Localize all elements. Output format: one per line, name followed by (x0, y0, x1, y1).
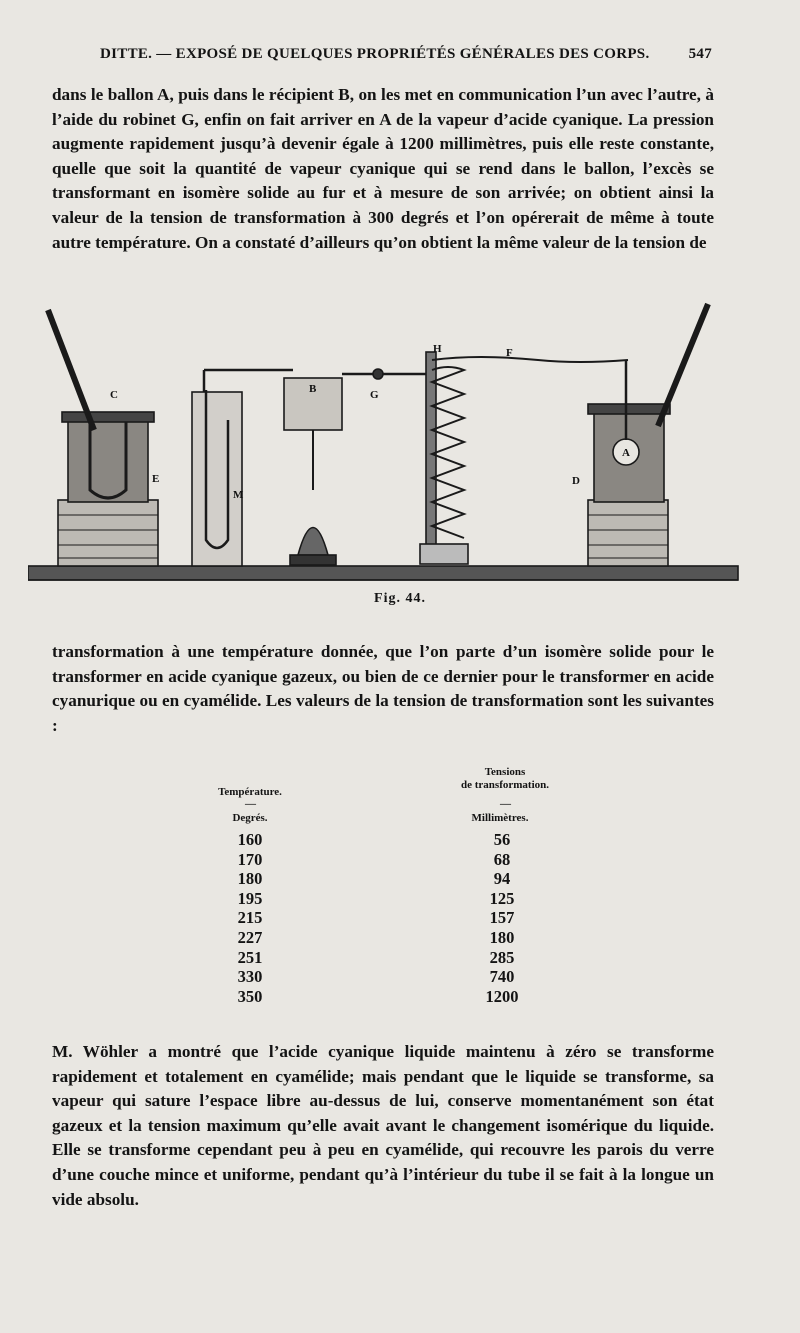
table-cell-temp: 227 (237, 927, 263, 947)
table-cell-tension: 1200 (485, 986, 519, 1006)
label-m: M (233, 489, 244, 501)
apparatus-figure (28, 300, 740, 590)
table-cell-tension: 125 (489, 888, 515, 908)
left-bath (68, 418, 148, 502)
figure-caption: Fig. 44. (374, 591, 426, 606)
table-cell-tension: 94 (493, 869, 511, 889)
base-plank (28, 566, 738, 580)
table-cell-temp: 195 (237, 888, 263, 908)
tension-column (466, 830, 538, 1006)
table-cell-tension: 56 (493, 830, 511, 849)
label-e: E (152, 473, 160, 485)
label-f: F (506, 347, 513, 359)
header-tension-line-2: de transformation. (461, 779, 549, 791)
table-cell-tension: 285 (489, 947, 515, 967)
left-furnace-bricks (58, 500, 158, 566)
table-cell-temp: 215 (237, 908, 263, 928)
table-cell-tension: 157 (489, 908, 515, 928)
table-cell-tension: 68 (493, 849, 511, 869)
temperature-column (220, 830, 280, 1006)
table-cell-temp: 330 (237, 967, 263, 987)
right-rod (658, 304, 708, 426)
paragraph-2: transformation à une température donnée, que l’on parte d’un isomère solide pour le transformer en acide cyanique gazeux, ou bien de ce dernier pour le transformer en acide cyanurique ou en cyamélide. Les valeurs de la tension de transformation sont les suivantes : (52, 642, 714, 735)
dash-tension: — (500, 798, 511, 810)
dash-temperature: — (245, 798, 256, 810)
label-a: A (622, 447, 630, 459)
page-number: 547 (688, 46, 712, 62)
unit-temperature: Degrés. (232, 812, 268, 824)
label-d: D (572, 475, 580, 487)
table-cell-tension: 180 (489, 927, 515, 947)
table-cell-temp: 160 (237, 830, 263, 849)
label-g: G (370, 389, 379, 401)
label-h: H (433, 343, 442, 355)
label-c: C (110, 389, 118, 401)
header-tension (430, 766, 580, 792)
header-temperature: Température. (218, 786, 282, 798)
unit-tension: Millimètres. (471, 812, 529, 824)
table-cell-tension: 740 (489, 967, 515, 987)
paragraph-3: M. Wöhler a montré que l’acide cyanique liquide maintenu à zéro se transforme rapidement et totalement en cyamélide; mais pendant que le liquide se transforme, sa vapeur qui sature l’espace libre au-dessus de lui, conserve momentanément son état gazeux et la tension maximum qu’elle avait avant le changement isomérique du liquide. Elle se transforme cependant peu à peu en cyamélide, qui recouvre les parois du verre d’une couche mince et uniforme, pendant qu’à l’intérieur du tube il se fait à la longue un vide absolu. (52, 1042, 714, 1209)
burner (298, 528, 328, 556)
table-cell-temp: 170 (237, 849, 263, 869)
table-cell-temp: 180 (237, 869, 263, 889)
paragraph-1: dans le ballon A, puis dans le récipient B, on les met en communication l’un avec l’autre, à l’aide du robinet G, enfin on fait arriver en A de la vapeur d’acide cyanique. La pression augmente rapidement jusqu’à devenir égale à 1200 millimètres, puis elle reste constante, quelle que soit la quantité de vapeur cyanique qui se rend dans le ballon, l’excès se transformant en isomère solide au fur et à mesure de son arrivée; on obtient ainsi la valeur de la tension de transformation à 300 degrés et l’on opérerait de même à toute autre température. On a constaté d’ailleurs qu’on obtient la même valeur de la tension de (52, 85, 714, 252)
header-tension-line-1: Tensions (484, 766, 526, 778)
manometer-board (192, 392, 242, 566)
label-b: B (309, 383, 317, 395)
running-title: DITTE. — EXPOSÉ DE QUELQUES PROPRIÉTÉS GÉNÉRALES DES CORPS. (100, 46, 650, 62)
stopcock-g (373, 369, 383, 379)
right-furnace-bricks (588, 500, 668, 566)
table-cell-temp: 350 (237, 986, 263, 1006)
table-cell-temp: 251 (237, 947, 263, 967)
